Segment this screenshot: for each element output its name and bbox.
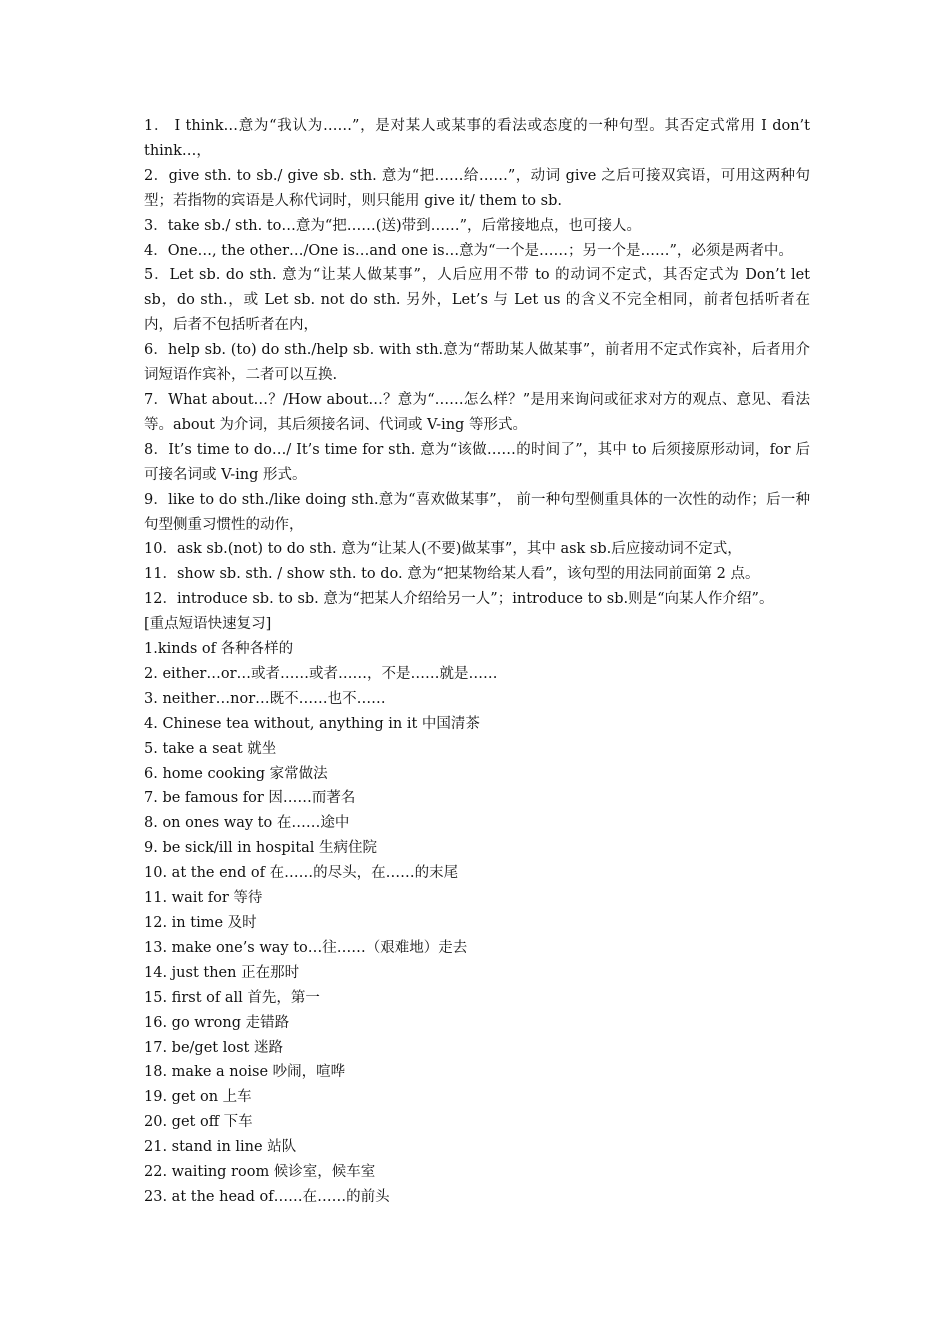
phrase-item: 7. be famous for 因……而著名 bbox=[144, 790, 356, 807]
phrase-item: 6. home cooking 家常做法 bbox=[144, 765, 328, 782]
phrase-item: 1.kinds of 各种各样的 bbox=[144, 641, 294, 658]
phrase-item: 5. take a seat 就坐 bbox=[144, 740, 277, 757]
phrase-item: 12. in time 及时 bbox=[144, 915, 257, 931]
phrase-item: 20. get off 下车 bbox=[144, 1114, 253, 1131]
phrase-list bbox=[144, 637, 810, 1210]
sentence-pattern-item: 11．show sb. sth. / show sth. to do. 意为“把某物给某人看”，该句型的用法同前面第 2 点。 bbox=[144, 566, 760, 583]
phrase-item: 23. at the head of……在……的前头 bbox=[144, 1188, 390, 1205]
phrase-item: 22. waiting room 候诊室，候车室 bbox=[144, 1164, 376, 1181]
phrase-item: 21. stand in line 站队 bbox=[144, 1139, 297, 1156]
sentence-pattern-item: 4．One…, the other…/One is…and one is…意为“一个是……；另一个是……”，必须是两者中。 bbox=[144, 242, 793, 259]
phrase-item: 4. Chinese tea without, anything in it 中国清茶 bbox=[144, 715, 480, 732]
phrase-item: 15. first of all 首先，第一 bbox=[144, 989, 320, 1006]
sentence-pattern-item: 10．ask sb.(not) to do sth. 意为“让某人(不要)做某事”，其中 ask sb.后应接动词不定式， bbox=[144, 541, 742, 558]
sentence-pattern-item: 9．like to do sth./like doing sth.意为“喜欢做某事”， 前一种句型侧重具体的一次性的动作；后一种句型侧重习惯性的动作， bbox=[144, 491, 810, 533]
phrase-item: 11. wait for 等待 bbox=[144, 890, 263, 907]
phrase-item: 19. get on 上车 bbox=[144, 1089, 252, 1106]
phrase-item: 3. neither…nor…既不……也不…… bbox=[144, 690, 386, 707]
sentence-pattern-item: 8．It’s time to do…/ It’s time for sth. 意为“该做……的时间了”，其中 to 后须接原形动词，for 后可接名词或 V-ing 形式。 bbox=[144, 441, 810, 483]
phrase-item: 18. make a noise 吵闹，喧哗 bbox=[144, 1064, 346, 1081]
phrase-item: 13. make one’s way to…往……（艰难地）走去 bbox=[144, 939, 468, 956]
phrase-item: 14. just then 正在那时 bbox=[144, 964, 300, 981]
phrase-item: 2. either…or…或者……或者……，不是……就是…… bbox=[144, 665, 498, 682]
phrase-item: 10. at the end of 在……的尽头，在……的末尾 bbox=[144, 865, 459, 882]
document-page bbox=[144, 114, 810, 1210]
phrases-heading: [重点短语快速复习] bbox=[144, 616, 272, 633]
sentence-pattern-item: 2．give sth. to sb./ give sb. sth. 意为“把……给……”，动词 give 之后可接双宾语，可用这两种句型；若指物的宾语是人称代词时，则只能用 give it/ them to sb. bbox=[144, 167, 810, 209]
sentence-pattern-list bbox=[144, 114, 810, 612]
sentence-pattern-item: 7．What about…？/How about…？意为“……怎么样？”是用来询问或征求对方的观点、意见、看法等。about 为介词，其后须接名词、代词或 V-ing 等形式。 bbox=[144, 391, 810, 433]
phrase-item: 9. be sick/ill in hospital 生病住院 bbox=[144, 840, 378, 857]
sentence-pattern-item: 5．Let sb. do sth. 意为“让某人做某事”，人后应用不带 to 的动词不定式，其否定式为 Don’t let sb，do sth.，或 Let sb. not do sth. 另外，Let’s 与 Let us 的含义不完全相同，前者包括听者在内，后者不包括听者在内， bbox=[144, 267, 810, 334]
sentence-pattern-item: 12．introduce sb. to sb. 意为“把某人介绍给另一人”；introduce to sb.则是“向某人作介绍”。 bbox=[144, 591, 774, 608]
sentence-pattern-item: 3．take sb./ sth. to…意为“把……(送)带到……”，后常接地点，也可接人。 bbox=[144, 217, 642, 234]
sentence-pattern-item: 6．help sb. (to) do sth./help sb. with sth.意为“帮助某人做某事”，前者用不定式作宾补，后者用介词短语作宾补，二者可以互换. bbox=[144, 342, 810, 384]
phrase-item: 8. on ones way to 在……途中 bbox=[144, 815, 350, 832]
phrase-item: 17. be/get lost 迷路 bbox=[144, 1039, 283, 1056]
phrase-item: 16. go wrong 走错路 bbox=[144, 1014, 290, 1031]
sentence-pattern-item: 1． I think…意为“我认为……”，是对某人或某事的看法或态度的一种句型。其否定式常用 I don’t think…， bbox=[144, 118, 810, 159]
